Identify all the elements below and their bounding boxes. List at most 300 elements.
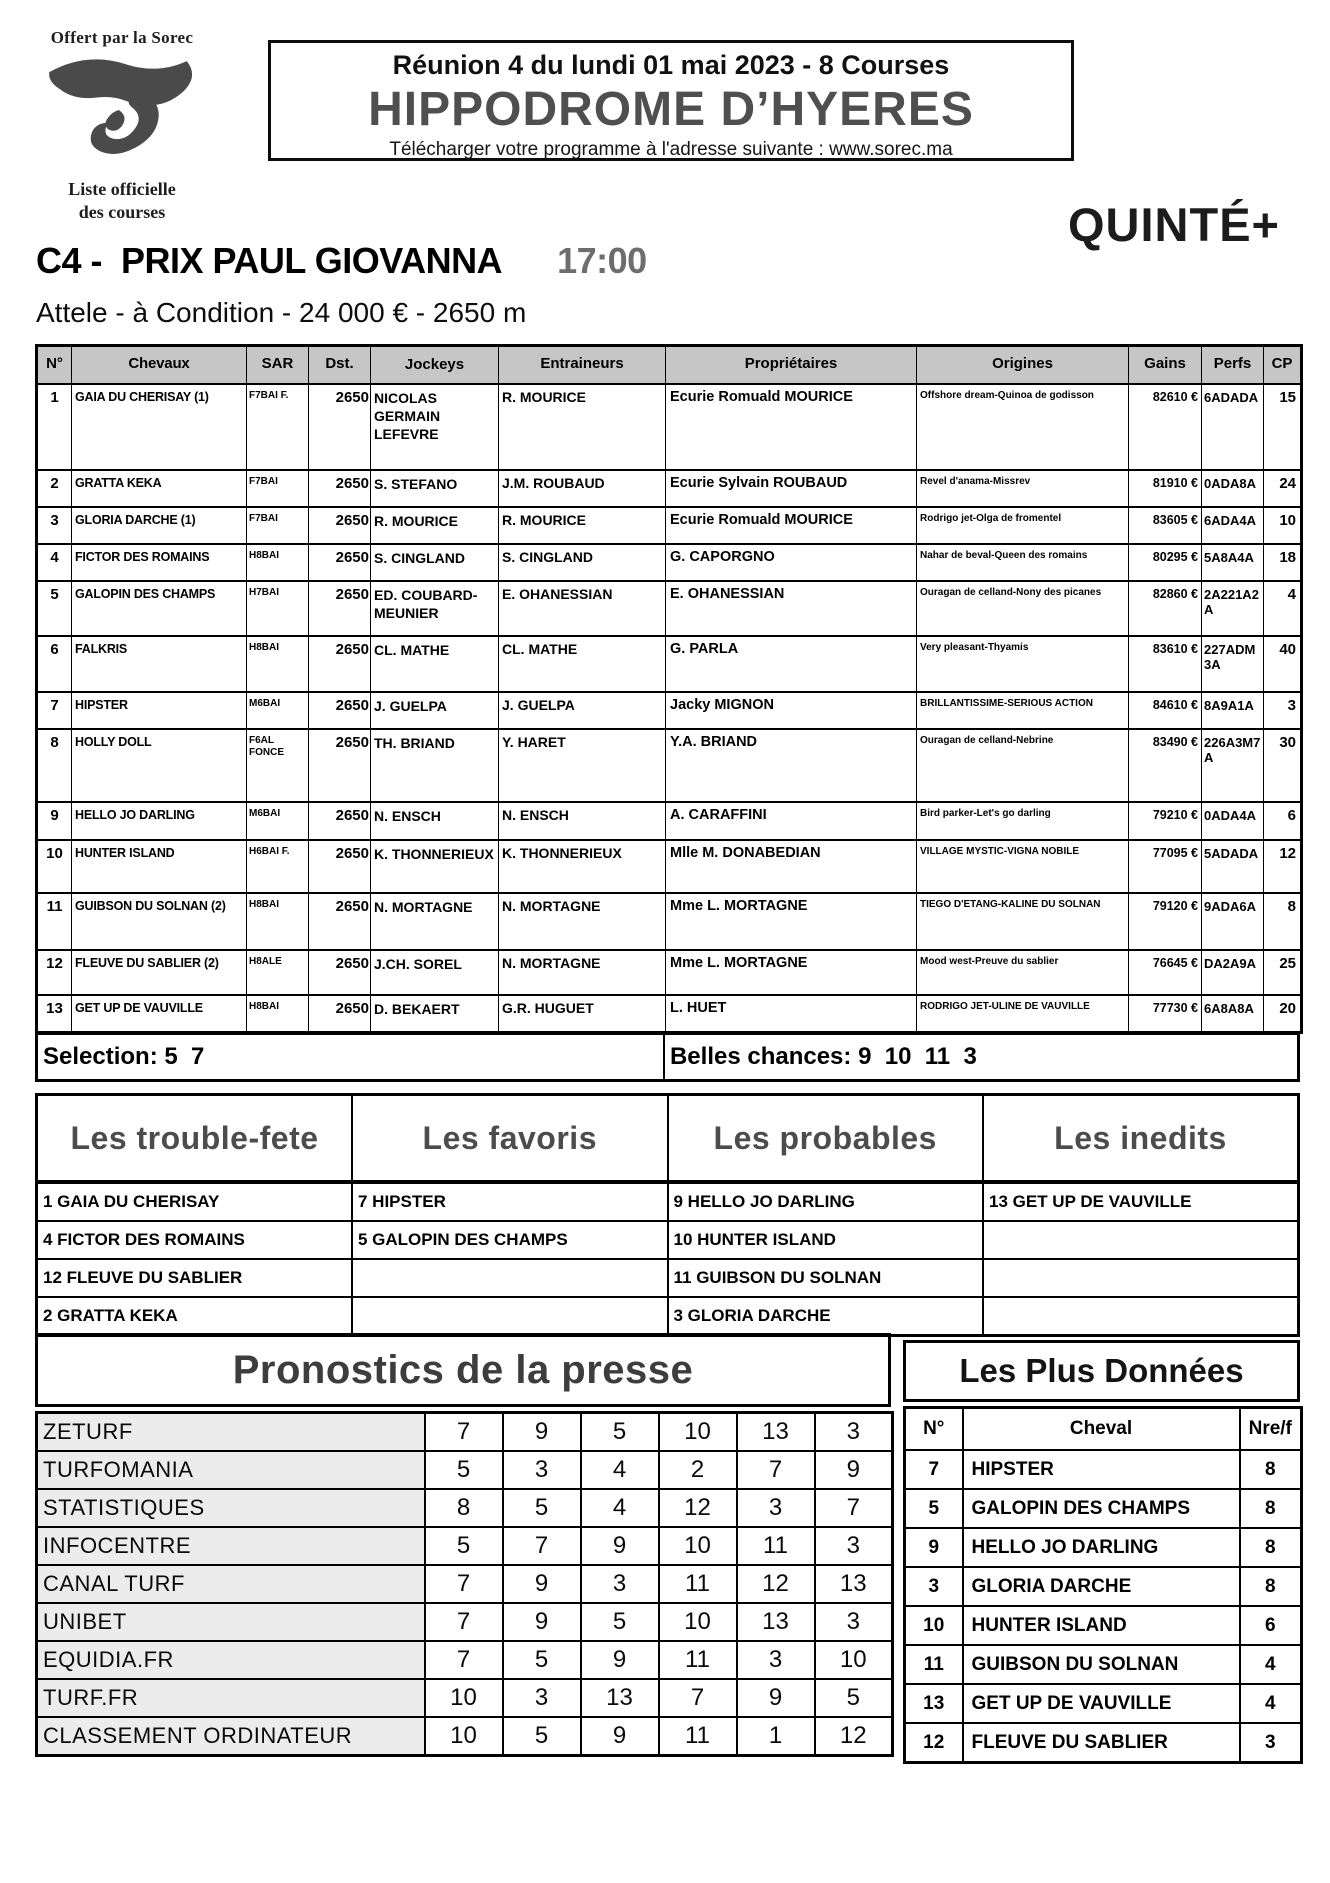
runner-cell: GAIA DU CHERISAY (1): [72, 384, 247, 470]
chances-cell: [983, 1259, 1299, 1297]
race-name: PRIX PAUL GIOVANNA: [111, 240, 503, 281]
chances-cell: 2 GRATTA KEKA: [37, 1297, 353, 1336]
runner-cell: 79120 €: [1129, 893, 1202, 950]
press-pick-cell: 12: [737, 1565, 815, 1603]
runner-cell: DA2A9A: [1202, 950, 1264, 995]
chances-cell: 11 GUIBSON DU SOLNAN: [668, 1259, 984, 1297]
chances-cell: [352, 1259, 668, 1297]
runner-cell: Y. HARET: [499, 729, 666, 802]
selection-bar: [35, 1032, 1300, 1082]
runner-cell: E. OHANESSIAN: [666, 581, 917, 636]
runner-cell: 12: [1264, 840, 1302, 893]
runner-cell: 2650: [309, 581, 371, 636]
runner-cell: GLORIA DARCHE (1): [72, 507, 247, 544]
runner-cell: L. HUET: [666, 995, 917, 1033]
runner-row: [37, 544, 1302, 581]
runner-cell: H8BAI: [247, 995, 309, 1033]
runner-cell: Mme L. MORTAGNE: [666, 893, 917, 950]
runner-cell: H8BAI: [247, 893, 309, 950]
runner-cell: 80295 €: [1129, 544, 1202, 581]
chances-cell: 13 GET UP DE VAUVILLE: [983, 1182, 1299, 1221]
runner-cell: 11: [37, 893, 72, 950]
press-pick-cell: 7: [425, 1641, 503, 1679]
plus-donnees-cell: HELLO JO DARLING: [963, 1528, 1240, 1567]
runner-cell: H7BAI: [247, 581, 309, 636]
runner-row: [37, 581, 1302, 636]
chances-row: [37, 1297, 1299, 1336]
plus-donnees-cell: 4: [1240, 1645, 1302, 1684]
runner-cell: FLEUVE DU SABLIER (2): [72, 950, 247, 995]
press-row: [37, 1489, 893, 1527]
runner-cell: VILLAGE MYSTIC-VIGNA NOBILE: [917, 840, 1129, 893]
race-code: C4 -: [36, 240, 112, 281]
chances-cell: 3 GLORIA DARCHE: [668, 1297, 984, 1336]
press-source-label: INFOCENTRE: [37, 1527, 425, 1565]
chances-column-header: Les trouble-fete: [37, 1095, 353, 1183]
runner-cell: N. MORTAGNE: [371, 893, 499, 950]
runner-cell: 0ADA8A: [1202, 470, 1264, 507]
runner-cell: 3: [1264, 692, 1302, 729]
runner-cell: 5: [37, 581, 72, 636]
plus-donnees-row: [905, 1450, 1302, 1489]
runner-cell: 13: [37, 995, 72, 1033]
press-pick-cell: 3: [815, 1603, 893, 1641]
plus-donnees-cell: 12: [905, 1723, 963, 1763]
plus-donnees-cell: FLEUVE DU SABLIER: [963, 1723, 1240, 1763]
runner-cell: H6BAI F.: [247, 840, 309, 893]
press-pick-cell: 7: [659, 1679, 737, 1717]
press-pick-cell: 9: [581, 1527, 659, 1565]
press-pick-cell: 13: [815, 1565, 893, 1603]
runner-cell: 81910 €: [1129, 470, 1202, 507]
plus-donnees-row: [905, 1645, 1302, 1684]
runner-cell: N. ENSCH: [371, 802, 499, 840]
runner-cell: 2650: [309, 893, 371, 950]
runners-column-header: Perfs: [1202, 346, 1264, 384]
plus-donnees-cell: 3: [905, 1567, 963, 1606]
runner-cell: 2650: [309, 507, 371, 544]
chances-cell: 5 GALOPIN DES CHAMPS: [352, 1221, 668, 1259]
runners-column-header: Gains: [1129, 346, 1202, 384]
press-pick-cell: 3: [503, 1679, 581, 1717]
runner-cell: R. MOURICE: [371, 507, 499, 544]
plus-donnees-cell: 3: [1240, 1723, 1302, 1763]
runner-cell: Ecurie Sylvain ROUBAUD: [666, 470, 917, 507]
chances-cell: [983, 1221, 1299, 1259]
meeting-title: Réunion 4 du lundi 01 mai 2023 - 8 Courses: [392, 50, 950, 80]
press-pick-cell: 5: [815, 1679, 893, 1717]
runners-body: [37, 384, 1302, 1033]
plus-donnees-cell: 8: [1240, 1489, 1302, 1528]
press-row: [37, 1603, 893, 1641]
chances-cell: 1 GAIA DU CHERISAY: [37, 1182, 353, 1221]
press-pick-cell: 3: [737, 1641, 815, 1679]
press-pick-cell: 7: [815, 1489, 893, 1527]
press-pick-cell: 9: [737, 1679, 815, 1717]
runner-cell: 6: [1264, 802, 1302, 840]
runner-cell: Nahar de beval-Queen des romains: [917, 544, 1129, 581]
press-pick-cell: 5: [503, 1717, 581, 1756]
runner-cell: 6: [37, 636, 72, 692]
chances-column-header: Les probables: [668, 1095, 984, 1183]
runner-row: [37, 470, 1302, 507]
runner-cell: 10: [37, 840, 72, 893]
plus-donnees-row: [905, 1606, 1302, 1645]
runner-cell: 0ADA4A: [1202, 802, 1264, 840]
press-row: [37, 1679, 893, 1717]
plus-donnees-cell: 8: [1240, 1567, 1302, 1606]
runner-cell: S. CINGLAND: [499, 544, 666, 581]
runner-cell: 2650: [309, 950, 371, 995]
runner-cell: Ecurie Romuald MOURICE: [666, 507, 917, 544]
press-row: [37, 1413, 893, 1452]
press-pick-cell: 3: [815, 1527, 893, 1565]
runner-cell: K. THONNERIEUX: [499, 840, 666, 893]
runner-cell: Ecurie Romuald MOURICE: [666, 384, 917, 470]
runner-row: [37, 636, 1302, 692]
runner-cell: Y.A. BRIAND: [666, 729, 917, 802]
chances-cell: [352, 1297, 668, 1336]
press-pick-cell: 9: [581, 1717, 659, 1756]
plus-donnees-cell: 9: [905, 1528, 963, 1567]
runner-cell: 3: [37, 507, 72, 544]
runner-cell: G.R. HUGUET: [499, 995, 666, 1033]
plus-donnees-cell: 5: [905, 1489, 963, 1528]
logo-caption-top: Offert par la Sorec: [50, 28, 194, 47]
runner-cell: 24: [1264, 470, 1302, 507]
runner-cell: NICOLAS GERMAIN LEFEVRE: [371, 384, 499, 470]
press-pick-cell: 5: [503, 1489, 581, 1527]
runner-cell: CL. MATHE: [371, 636, 499, 692]
runners-column-header: Jockeys: [371, 346, 499, 384]
plus-donnees-block: [903, 1340, 1300, 1764]
runner-cell: ED. COUBARD-MEUNIER: [371, 581, 499, 636]
sorec-logo: [16, 28, 228, 223]
runner-cell: Mlle M. DONABEDIAN: [666, 840, 917, 893]
runner-cell: 4: [1264, 581, 1302, 636]
runner-cell: HELLO JO DARLING: [72, 802, 247, 840]
press-body: [37, 1413, 893, 1756]
runner-cell: FALKRIS: [72, 636, 247, 692]
runner-cell: R. MOURICE: [499, 384, 666, 470]
runner-cell: Revel d'anama-Missrev: [917, 470, 1129, 507]
runner-cell: 1: [37, 384, 72, 470]
runner-cell: Bird parker-Let's go darling: [917, 802, 1129, 840]
runner-cell: 5ADADA: [1202, 840, 1264, 893]
runner-cell: 2650: [309, 840, 371, 893]
press-pick-cell: 9: [581, 1641, 659, 1679]
press-source-label: STATISTIQUES: [37, 1489, 425, 1527]
runner-cell: 2650: [309, 995, 371, 1033]
press-pick-cell: 10: [659, 1413, 737, 1452]
runner-cell: A. CARAFFINI: [666, 802, 917, 840]
press-table: [35, 1411, 894, 1757]
press-pick-cell: 10: [815, 1641, 893, 1679]
press-pick-cell: 2: [659, 1451, 737, 1489]
press-title-box: [35, 1333, 891, 1407]
press-pick-cell: 9: [503, 1413, 581, 1452]
runners-column-header: Origines: [917, 346, 1129, 384]
press-pick-cell: 13: [737, 1413, 815, 1452]
press-pick-cell: 10: [659, 1603, 737, 1641]
plus-donnees-column-header: N°: [905, 1408, 963, 1451]
press-pick-cell: 11: [659, 1641, 737, 1679]
plus-donnees-cell: GALOPIN DES CHAMPS: [963, 1489, 1240, 1528]
runners-table: [35, 344, 1303, 1034]
runner-cell: K. THONNERIEUX: [371, 840, 499, 893]
chances-row: [37, 1259, 1299, 1297]
logo-caption-bottom-1: Liste officielle: [68, 179, 176, 199]
press-pick-cell: 5: [425, 1527, 503, 1565]
runner-cell: CL. MATHE: [499, 636, 666, 692]
press-source-label: EQUIDIA.FR: [37, 1641, 425, 1679]
press-row: [37, 1565, 893, 1603]
press-pick-cell: 5: [503, 1641, 581, 1679]
runner-cell: 227ADM3A: [1202, 636, 1264, 692]
runner-cell: F7BAI: [247, 470, 309, 507]
runner-cell: 76645 €: [1129, 950, 1202, 995]
chances-cell: 12 FLEUVE DU SABLIER: [37, 1259, 353, 1297]
plus-donnees-cell: HIPSTER: [963, 1450, 1240, 1489]
runner-cell: 84610 €: [1129, 692, 1202, 729]
press-pick-cell: 12: [659, 1489, 737, 1527]
press-pick-cell: 8: [425, 1489, 503, 1527]
chances-cell: [983, 1297, 1299, 1336]
runner-cell: Rodrigo jet-Olga de fromentel: [917, 507, 1129, 544]
press-title: Pronostics de la presse: [232, 1347, 694, 1392]
runner-cell: RODRIGO JET-ULINE DE VAUVILLE: [917, 995, 1129, 1033]
runner-cell: J.CH. SOREL: [371, 950, 499, 995]
runners-column-header: N°: [37, 346, 72, 384]
press-pick-cell: 13: [737, 1603, 815, 1641]
runners-column-header: CP: [1264, 346, 1302, 384]
press-pick-cell: 10: [659, 1527, 737, 1565]
runner-cell: 2650: [309, 802, 371, 840]
chances-cell: 10 HUNTER ISLAND: [668, 1221, 984, 1259]
runner-cell: 82610 €: [1129, 384, 1202, 470]
chances-row: [37, 1182, 1299, 1221]
press-row: [37, 1641, 893, 1679]
runner-row: [37, 840, 1302, 893]
runner-cell: 9ADA6A: [1202, 893, 1264, 950]
runner-cell: Mood west-Preuve du sablier: [917, 950, 1129, 995]
runner-cell: 12: [37, 950, 72, 995]
press-pick-cell: 7: [425, 1565, 503, 1603]
chances-header-row: [37, 1095, 1299, 1183]
press-source-label: TURF.FR: [37, 1679, 425, 1717]
press-pick-cell: 1: [737, 1717, 815, 1756]
plus-donnees-column-header: Nre/f: [1240, 1408, 1302, 1451]
chances-row: [37, 1221, 1299, 1259]
plus-donnees-row: [905, 1489, 1302, 1528]
runner-row: [37, 950, 1302, 995]
runner-row: [37, 729, 1302, 802]
runner-cell: H8ALE: [247, 950, 309, 995]
runner-cell: 40: [1264, 636, 1302, 692]
plus-donnees-cell: 11: [905, 1645, 963, 1684]
runner-cell: GET UP DE VAUVILLE: [72, 995, 247, 1033]
runner-row: [37, 507, 1302, 544]
logo-caption-bottom-2: des courses: [78, 201, 166, 222]
runner-cell: S. STEFANO: [371, 470, 499, 507]
press-source-label: UNIBET: [37, 1603, 425, 1641]
runner-cell: J.M. ROUBAUD: [499, 470, 666, 507]
plus-donnees-cell: GUIBSON DU SOLNAN: [963, 1645, 1240, 1684]
runner-cell: 2650: [309, 544, 371, 581]
belles-chances-text: Belles chances: 9 10 11 3: [669, 1043, 977, 1070]
plus-donnees-cell: GET UP DE VAUVILLE: [963, 1684, 1240, 1723]
quinte-badge: QUINTÉ+: [1067, 198, 1280, 251]
runner-cell: D. BEKAERT: [371, 995, 499, 1033]
runner-cell: 25: [1264, 950, 1302, 995]
plus-donnees-title-box: [903, 1340, 1300, 1402]
press-pick-cell: 11: [659, 1717, 737, 1756]
runner-cell: 2650: [309, 729, 371, 802]
runner-cell: FICTOR DES ROMAINS: [72, 544, 247, 581]
runner-cell: 30: [1264, 729, 1302, 802]
runner-cell: 83605 €: [1129, 507, 1202, 544]
runner-cell: G. CAPORGNO: [666, 544, 917, 581]
press-pick-cell: 7: [425, 1413, 503, 1452]
runner-cell: 79210 €: [1129, 802, 1202, 840]
press-source-label: CANAL TURF: [37, 1565, 425, 1603]
runner-cell: F6AL FONCE: [247, 729, 309, 802]
plus-donnees-cell: 4: [1240, 1684, 1302, 1723]
press-source-label: TURFOMANIA: [37, 1451, 425, 1489]
press-pick-cell: 5: [581, 1413, 659, 1452]
runner-cell: GALOPIN DES CHAMPS: [72, 581, 247, 636]
runner-cell: 83490 €: [1129, 729, 1202, 802]
runner-cell: N. MORTAGNE: [499, 893, 666, 950]
runner-cell: 2650: [309, 692, 371, 729]
press-pick-cell: 9: [503, 1565, 581, 1603]
press-pick-cell: 10: [425, 1717, 503, 1756]
runner-cell: Very pleasant-Thyamis: [917, 636, 1129, 692]
runner-row: [37, 893, 1302, 950]
press-pick-cell: 3: [503, 1451, 581, 1489]
runner-cell: 8A9A1A: [1202, 692, 1264, 729]
plus-donnees-column-header: Cheval: [963, 1408, 1240, 1451]
meeting-header-box: [268, 40, 1074, 161]
runner-cell: 18: [1264, 544, 1302, 581]
runner-cell: 6A8A8A: [1202, 995, 1264, 1033]
runner-cell: N. MORTAGNE: [499, 950, 666, 995]
runner-cell: G. PARLA: [666, 636, 917, 692]
runner-cell: 7: [37, 692, 72, 729]
runners-header-row: [37, 346, 1302, 384]
race-time: 17:00: [557, 240, 647, 281]
press-row: [37, 1451, 893, 1489]
press-pick-cell: 4: [581, 1451, 659, 1489]
runners-column-header: Chevaux: [72, 346, 247, 384]
runner-cell: 20: [1264, 995, 1302, 1033]
runner-cell: 82860 €: [1129, 581, 1202, 636]
runner-cell: GUIBSON DU SOLNAN (2): [72, 893, 247, 950]
runner-cell: Mme L. MORTAGNE: [666, 950, 917, 995]
runners-column-header: SAR: [247, 346, 309, 384]
press-pick-cell: 13: [581, 1679, 659, 1717]
plus-donnees-row: [905, 1684, 1302, 1723]
runner-cell: F7BAI: [247, 507, 309, 544]
runner-row: [37, 384, 1302, 470]
runner-row: [37, 692, 1302, 729]
runner-cell: Ouragan de celland-Nony des picanes: [917, 581, 1129, 636]
press-row: [37, 1527, 893, 1565]
runner-cell: M6BAI: [247, 802, 309, 840]
press-pick-cell: 3: [815, 1413, 893, 1452]
runner-cell: 83610 €: [1129, 636, 1202, 692]
press-pick-cell: 3: [581, 1565, 659, 1603]
chances-cell: 4 FICTOR DES ROMAINS: [37, 1221, 353, 1259]
selection-text: Selection: 5 7: [38, 1035, 665, 1079]
plus-donnees-cell: GLORIA DARCHE: [963, 1567, 1240, 1606]
plus-donnees-cell: 7: [905, 1450, 963, 1489]
runner-cell: J. GUELPA: [371, 692, 499, 729]
plus-donnees-title: Les Plus Données: [959, 1352, 1244, 1389]
plus-donnees-body: [905, 1450, 1302, 1763]
runner-cell: 2650: [309, 636, 371, 692]
runner-cell: E. OHANESSIAN: [499, 581, 666, 636]
runner-cell: TIEGO D'ETANG-KALINE DU SOLNAN: [917, 893, 1129, 950]
plus-donnees-row: [905, 1528, 1302, 1567]
runner-cell: 2: [37, 470, 72, 507]
press-pick-cell: 7: [503, 1527, 581, 1565]
runner-cell: BRILLANTISSIME-SERIOUS ACTION: [917, 692, 1129, 729]
runner-cell: S. CINGLAND: [371, 544, 499, 581]
plus-donnees-cell: 10: [905, 1606, 963, 1645]
runners-column-header: Dst.: [309, 346, 371, 384]
runner-row: [37, 995, 1302, 1033]
press-pick-cell: 4: [581, 1489, 659, 1527]
runner-cell: HIPSTER: [72, 692, 247, 729]
chances-cell: 9 HELLO JO DARLING: [668, 1182, 984, 1221]
press-pick-cell: 11: [737, 1527, 815, 1565]
plus-donnees-cell: 6: [1240, 1606, 1302, 1645]
plus-donnees-cell: 13: [905, 1684, 963, 1723]
chances-cell: 7 HIPSTER: [352, 1182, 668, 1221]
runner-cell: 6ADA4A: [1202, 507, 1264, 544]
runner-cell: M6BAI: [247, 692, 309, 729]
press-block: [35, 1333, 891, 1757]
runner-cell: GRATTA KEKA: [72, 470, 247, 507]
chances-body: [37, 1182, 1299, 1336]
runners-column-header: Propriétaires: [666, 346, 917, 384]
runner-cell: 77095 €: [1129, 840, 1202, 893]
press-pick-cell: 5: [581, 1603, 659, 1641]
runner-cell: Ouragan de celland-Nebrine: [917, 729, 1129, 802]
runner-cell: 226A3M7A: [1202, 729, 1264, 802]
runner-cell: 9: [37, 802, 72, 840]
plus-donnees-cell: 8: [1240, 1528, 1302, 1567]
runner-row: [37, 802, 1302, 840]
runner-cell: F7BAI F.: [247, 384, 309, 470]
runner-cell: 4: [37, 544, 72, 581]
runner-cell: 8: [37, 729, 72, 802]
runner-cell: J. GUELPA: [499, 692, 666, 729]
plus-donnees-row: [905, 1723, 1302, 1763]
runners-column-header: Entraineurs: [499, 346, 666, 384]
runner-cell: 10: [1264, 507, 1302, 544]
runner-cell: HOLLY DOLL: [72, 729, 247, 802]
press-pick-cell: 7: [737, 1451, 815, 1489]
runner-cell: 2A221A2A: [1202, 581, 1264, 636]
runner-cell: Jacky MIGNON: [666, 692, 917, 729]
runner-cell: Offshore dream-Quinoa de godisson: [917, 384, 1129, 470]
hippodrome-title: HIPPODROME D’HYERES: [368, 83, 974, 136]
runner-cell: H8BAI: [247, 636, 309, 692]
plus-donnees-header-row: [905, 1408, 1302, 1451]
runner-cell: R. MOURICE: [499, 507, 666, 544]
